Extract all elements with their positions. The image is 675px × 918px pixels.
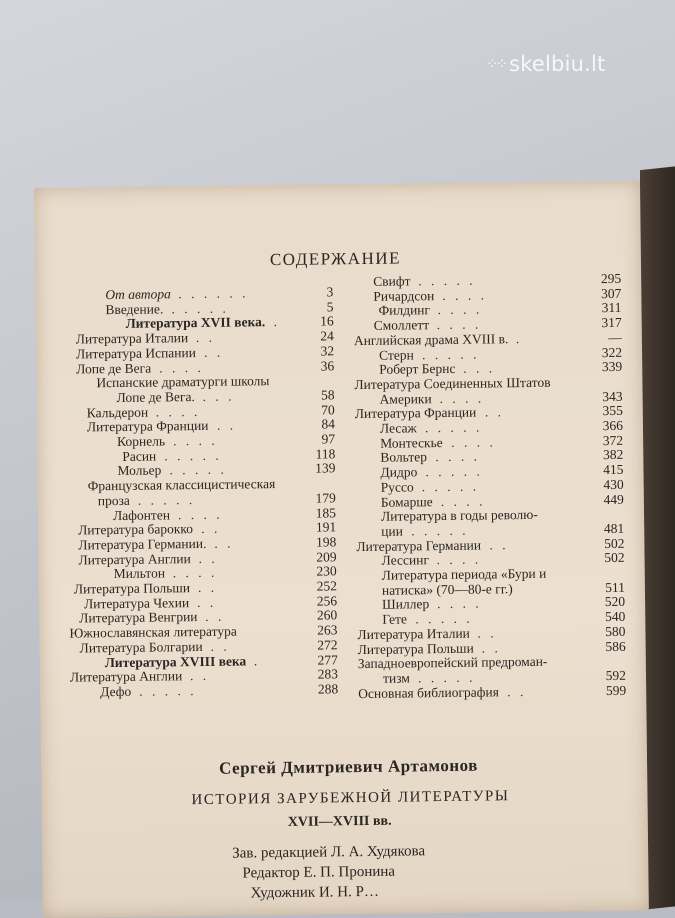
- watermark: ⁘⁘ skelbiu.lt: [486, 52, 606, 76]
- toc-leader-dots: . .: [214, 535, 234, 551]
- toc-entry-title: Литература XVIII века: [104, 652, 247, 670]
- toc-leader-dots: . . . .: [177, 506, 223, 522]
- toc-leader-dots: . . . . .: [417, 669, 476, 686]
- toc-page-number: 16: [320, 313, 334, 329]
- toc-leader-dots: . .: [507, 683, 527, 699]
- toc-leader-dots: . .: [489, 536, 509, 553]
- toc-leader-dots: . . . . .: [418, 272, 476, 289]
- toc-page-number: 502: [604, 550, 625, 566]
- toc-entry-title: Стерн: [378, 346, 414, 363]
- toc-entry-title: Литература Англии: [69, 668, 183, 685]
- toc-entry-title: Шиллер: [382, 596, 430, 613]
- toc-page-number: 209: [316, 548, 337, 565]
- toc-page-number: 58: [320, 387, 335, 403]
- toc-page-number: 295: [600, 270, 622, 287]
- toc-page-number: 599: [605, 682, 627, 698]
- book-title: ИСТОРИЯ ЗАРУБЕЖНОЙ ЛИТЕРАТУРЫ: [191, 788, 510, 809]
- toc-page-number: 230: [316, 563, 337, 579]
- toc-page-number: 502: [604, 535, 625, 551]
- toc-page-number: 382: [602, 447, 624, 463]
- toc-entry-title: Французская классицистическая: [87, 476, 276, 494]
- toc-page-number: 366: [602, 417, 624, 434]
- toc-leader-dots: .: [515, 330, 523, 346]
- toc-entry-title: Основная библиография: [358, 683, 499, 701]
- toc-page-number: 540: [604, 608, 626, 625]
- toc-page-number: 191: [315, 519, 337, 535]
- toc-page-number: 3: [326, 284, 334, 300]
- toc-page-number: 36: [320, 357, 335, 374]
- toc-page-number: 449: [603, 491, 624, 507]
- toc-entry-title: Литература Франции: [86, 418, 209, 435]
- toc-entry-title: Литература Германии.: [78, 535, 207, 553]
- toc-leader-dots: . .: [197, 579, 218, 596]
- toc-page-number: 586: [605, 638, 626, 654]
- toc-page-number: 118: [315, 446, 336, 462]
- toc-page-number: 339: [601, 359, 623, 375]
- toc-leader-dots: . . . . .: [415, 610, 473, 627]
- toc-entry-title: Мильтон: [113, 565, 166, 582]
- author-name: Сергей Дмитриевич Артамонов: [218, 755, 478, 778]
- toc-page-number: 317: [601, 314, 622, 331]
- toc-leader-dots: . .: [201, 520, 221, 537]
- toc-leader-dots: . .: [198, 550, 218, 566]
- toc-page-number: 283: [317, 666, 339, 682]
- toc-title: СОДЕРЖАНИЕ: [269, 248, 402, 270]
- toc-entry-title: Корнель: [117, 433, 166, 450]
- toc-page-number: —: [608, 329, 622, 345]
- toc-leader-dots: .: [253, 652, 261, 668]
- toc-leader-dots: . . . . .: [137, 491, 196, 508]
- credit-line: Зав. редакцией Л. А. Худякова: [232, 843, 426, 862]
- toc-leader-dots: . . . . .: [169, 462, 227, 478]
- book-centuries: XVII—XVIII вв.: [287, 813, 392, 830]
- toc-page-number: 372: [602, 432, 624, 448]
- toc-entry-title: Западноевропейский предроман-: [357, 653, 548, 672]
- toc-entry-title: Гете: [382, 611, 408, 627]
- toc-entry-title: Литература Германии: [356, 537, 482, 554]
- toc-leader-dots: . . . .: [436, 551, 482, 568]
- toc-leader-dots: . . . . . .: [178, 285, 249, 302]
- toc-entry-title: Мольер: [117, 462, 162, 479]
- toc-leader-dots: . . . . .: [164, 447, 222, 464]
- toc-leader-dots: . .: [196, 594, 217, 610]
- toc-page-number: 263: [317, 622, 338, 638]
- toc-entry: [380, 491, 624, 510]
- toc-entry-title: Лесаж: [379, 420, 417, 436]
- toc-entry-title: Литература XVII века.: [125, 314, 266, 332]
- toc-page-number: 32: [320, 343, 335, 359]
- toc-entry-title: Свифт: [373, 273, 411, 289]
- toc-entry-title: Лафонтен: [112, 506, 171, 523]
- toc-page-number: 415: [603, 461, 624, 478]
- toc-entry-title: ции: [381, 523, 403, 539]
- toc-page-number: 24: [320, 328, 334, 344]
- toc-page-number: 272: [317, 637, 338, 653]
- toc-entry-title: Дефо: [100, 683, 132, 700]
- toc-page-number: 355: [602, 403, 623, 419]
- toc-entry-title: Ричардсон: [373, 287, 435, 304]
- toc-entry-title: Литература Франции: [354, 404, 477, 422]
- toc-page-number: 288: [317, 681, 339, 697]
- toc-entry-title: Литература Польши: [357, 640, 474, 657]
- toc-leader-dots: . . . .: [451, 434, 496, 450]
- toc-leader-dots: . . . .: [435, 448, 481, 465]
- toc-entry-title: натиска» (70—80-е гг.): [381, 580, 513, 598]
- toc-page-number: 511: [605, 579, 626, 595]
- toc-leader-dots: . .: [195, 329, 216, 346]
- toc-entry-title: Испанские драматурги школы: [96, 373, 270, 391]
- toc-entry-title: Литература Испании: [75, 344, 197, 362]
- toc-entry-title: Литература Англии: [78, 550, 191, 568]
- toc-page-number: 260: [316, 607, 338, 623]
- toc-leader-dots: . . . .: [155, 403, 201, 420]
- credit-line: Художник И. Н. Р…: [250, 883, 380, 902]
- toc-entry-title: Южнославянская литература: [69, 623, 237, 641]
- toc-leader-dots: . . . .: [173, 432, 218, 449]
- toc-page-number: 520: [604, 594, 626, 610]
- toc-page-number: 311: [601, 300, 622, 316]
- toc-leader-dots: . . . .: [440, 493, 486, 509]
- toc-entry-title: Лессинг: [381, 552, 430, 569]
- toc-leader-dots: . . . . .: [425, 463, 483, 480]
- toc-entry-title: Лопе де Вега: [76, 360, 152, 376]
- toc-page-number: 252: [316, 578, 337, 594]
- toc-leader-dots: . . . .: [172, 565, 218, 581]
- toc-leader-dots: . . . .: [442, 287, 488, 303]
- toc-leader-dots: . . . . .: [421, 346, 480, 362]
- toc-entry-title: Литература в годы револю-: [380, 507, 538, 524]
- toc-leader-dots: . . . . .: [171, 300, 229, 317]
- toc-page-number: 5: [326, 299, 334, 315]
- toc-entry-title: Дидро: [380, 464, 418, 480]
- toc-leader-dots: . .: [189, 668, 210, 684]
- toc-entry-title: Литература Соединенных Штатов: [354, 374, 551, 392]
- toc-page-number: 70: [321, 401, 335, 418]
- toc-leader-dots: . . . .: [437, 595, 482, 612]
- toc-leader-dots: . .: [203, 344, 224, 360]
- toc-page-number: 277: [317, 651, 338, 668]
- toc-entry-title: Руссо: [380, 479, 414, 495]
- toc-entry-title: Литература Италии: [357, 625, 470, 642]
- toc-leader-dots: . . . .: [439, 390, 485, 406]
- book-page: [34, 181, 649, 918]
- toc-page-number: 256: [316, 593, 338, 609]
- toc-entry-title: Лопе де Вега.: [116, 388, 195, 405]
- toc-leader-dots: . .: [216, 417, 237, 434]
- toc-entry-title: тизм: [382, 670, 410, 686]
- toc-leader-dots: . . . . .: [421, 478, 480, 495]
- toc-page-number: 307: [600, 285, 622, 301]
- toc-entry-title: Смоллетт: [373, 317, 430, 333]
- toc-entry-title: Литература барокко: [78, 521, 194, 538]
- watermark-logo-icon: ⁘⁘: [486, 55, 506, 73]
- toc-entry-title: Литература Венгрии: [79, 609, 198, 626]
- toc-entry-title: Литература Болгарии: [79, 638, 203, 656]
- toc-page-number: 592: [605, 667, 627, 683]
- toc-leader-dots: . . . . .: [411, 522, 469, 539]
- toc-entry: [379, 359, 623, 377]
- toc-page-number: 198: [316, 534, 337, 550]
- toc-leader-dots: . .: [484, 404, 504, 420]
- toc-entry-title: Кальдерон: [86, 404, 149, 420]
- toc-entry-title: От автора: [105, 286, 171, 303]
- toc-leader-dots: . . . . .: [424, 419, 483, 436]
- toc-entry-title: Америки: [379, 390, 432, 407]
- toc-leader-dots: . . .: [463, 360, 496, 376]
- toc-leader-dots: . .: [481, 639, 501, 656]
- toc-entry-title: Роберт Бернс: [379, 361, 456, 377]
- toc-page-number: 139: [315, 460, 336, 476]
- toc-page-number: 322: [601, 344, 623, 360]
- toc-page-number: 580: [605, 623, 626, 639]
- toc-entry-title: Бомарше: [380, 493, 433, 510]
- toc-leader-dots: . .: [477, 625, 497, 641]
- toc-leader-dots: . .: [210, 638, 230, 654]
- toc-leader-dots: . . . . .: [139, 682, 197, 699]
- toc-page-number: 185: [315, 504, 337, 521]
- toc-entry: [105, 284, 334, 303]
- toc-entry-title: Литература Чехии: [83, 594, 190, 612]
- toc-leader-dots: . . .: [202, 388, 235, 404]
- toc-entry-title: проза: [97, 492, 130, 509]
- toc-entry-title: Вольтер: [380, 449, 428, 466]
- toc-entry: [373, 270, 622, 289]
- toc-leader-dots: . . . .: [437, 301, 483, 318]
- toc-page-number: 179: [315, 490, 336, 506]
- toc-page-number: 343: [602, 388, 623, 404]
- toc-entry-title: Монтескье: [380, 434, 443, 451]
- toc-leader-dots: .: [273, 314, 281, 330]
- toc-page-number: 481: [603, 520, 625, 536]
- toc-entry-title: Расин: [122, 448, 157, 464]
- toc-entry-title: Английская драма XVIII в.: [353, 331, 509, 348]
- toc-entry-title: Литература Италии: [75, 330, 189, 347]
- toc-entry-title: Литература Польши: [73, 580, 191, 597]
- toc-leader-dots: . . . .: [436, 316, 482, 333]
- toc-entry-title: Литература периода «Бури и: [381, 565, 547, 583]
- toc-entry-title: Филдинг: [378, 302, 431, 319]
- toc-entry-title: Введение.: [105, 301, 164, 317]
- toc-leader-dots: . .: [205, 609, 225, 625]
- toc-page-number: 430: [603, 476, 624, 492]
- toc-leader-dots: . . . .: [159, 359, 204, 375]
- toc-page-number: 97: [321, 431, 336, 447]
- credit-line: Редактор Е. П. Пронина: [242, 863, 396, 882]
- toc-page-number: 84: [321, 416, 335, 432]
